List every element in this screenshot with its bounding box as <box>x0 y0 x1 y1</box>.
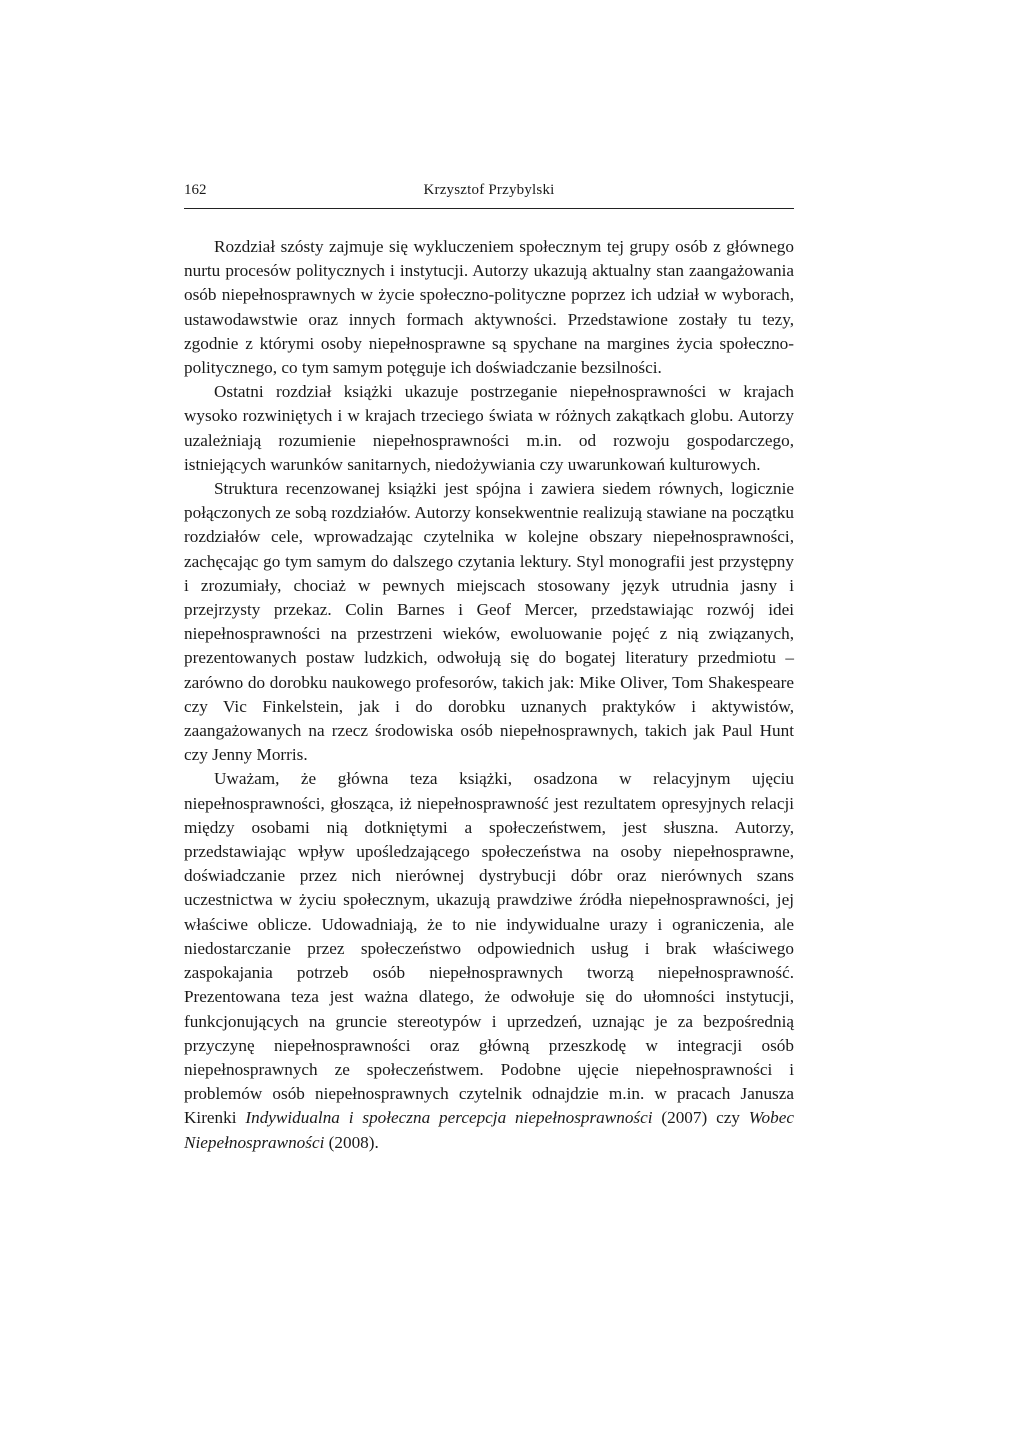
paragraph-4-text-after: (2008). <box>324 1132 379 1152</box>
paragraph-4-text-before: Uważam, że główna teza książki, osadzona w relacyjnym ujęciu niepełnosprawności, głosząca, iż niepełnosprawność jest rezultatem opresyjnych relacji między osobami nią dotkniętymi a społeczeństwem, jest słuszna. Autorzy, przedstawiając wpływ upośledzającego społeczeństwa na osoby niepełnosprawne, doświadczanie przez nich nierównej dystrybucji dóbr oraz nierównych szans uczestnictwa w życiu społecznym, ukazują prawdziwe źródła niepełnosprawności, jej właściwe oblicze. Udowadniają, że to nie indywidualne urazy i ograniczenia, ale niedostarczanie przez społeczeństwo odpowiednich usług i brak właściwego zaspokajania potrzeb osób niepełnosprawnych tworzą niepełnosprawność. Prezentowana teza jest ważna dlatego, że odwołuje się do ułomności instytucji, funkcjonujących na gruncie stereotypów i uprzedzeń, uznając je za bezpośrednią przyczynę niepełnosprawności oraz główną przeszkodę w integracji osób niepełnosprawnych ze społeczeństwem. Podobne ujęcie niepełnosprawności i problemów osób niepełnosprawnych czytelnik odnajdzie m.in. w pracach Janusza Kirenki <box>184 769 794 1128</box>
document-page <box>184 180 794 1155</box>
page-number: 162 <box>184 182 207 198</box>
paragraph-2: Ostatni rozdział książki ukazuje postrzeganie niepełnosprawności w krajach wysoko rozwiniętych i w krajach trzeciego świata w różnych zakątkach globu. Autorzy uzależniają rozumienie niepełnosprawności m.in. od rozwoju gospodarczego, istniejących warunków sanitarnych, niedożywiania czy uwarunkowań kulturowych. <box>184 382 794 474</box>
paragraph-4 <box>184 767 794 1154</box>
running-title: Krzysztof Przybylski <box>423 182 555 198</box>
cited-title-1: Indywidualna i społeczna percepcja niepełnosprawności <box>245 1108 653 1128</box>
cited-title-2: Wobec Niepełnosprawności <box>184 1108 794 1152</box>
body-text <box>184 235 794 1155</box>
paragraph-4-text-middle: (2007) czy <box>652 1108 749 1128</box>
paragraph-3: Struktura recenzowanej książki jest spójna i zawiera siedem równych, logicznie połączonych ze sobą rozdziałów. Autorzy konsekwentnie realizują stawiane na początku rozdziałów cele, wprowadzając czytelnika w kolejne obszary niepełnosprawności, zachęcając go tym samym do dalszego czytania lektury. Styl monografii jest przystępny i zrozumiały, chociaż w pewnych miejscach stosowany język utrudnia jasny i przejrzysty przekaz. Colin Barnes i Geof Mercer, przedstawiając rozwój idei niepełnosprawności na przestrzeni wieków, ewoluowanie pojęć z nią związanych, prezentowanych postaw ludzkich, odwołują się do bogatej literatury przedmiotu – zarówno do dorobku naukowego profesorów, takich jak: Mike Oliver, Tom Shakespeare czy Vic Finkelstein, jak i do dorobku uznanych praktyków i aktywistów, zaangażowanych na rzecz środowiska osób niepełnosprawnych, takich jak Paul Hunt czy Jenny Morris. <box>184 479 794 765</box>
paragraph-1: Rozdział szósty zajmuje się wykluczeniem społecznym tej grupy osób z głównego nurtu procesów politycznych i instytucji. Autorzy ukazują aktualny stan zaangażowania osób niepełnosprawnych w życie społeczno-polityczne poprzez ich udział w wyborach, ustawodawstwie oraz innych formach aktywności. Przedstawione zostały tu tezy, zgodnie z którymi osoby niepełnosprawne są spychane na margines życia społeczno-politycznego, co tym samym potęguje ich doświadczanie bezsilności. <box>184 237 794 378</box>
running-header <box>184 180 794 209</box>
